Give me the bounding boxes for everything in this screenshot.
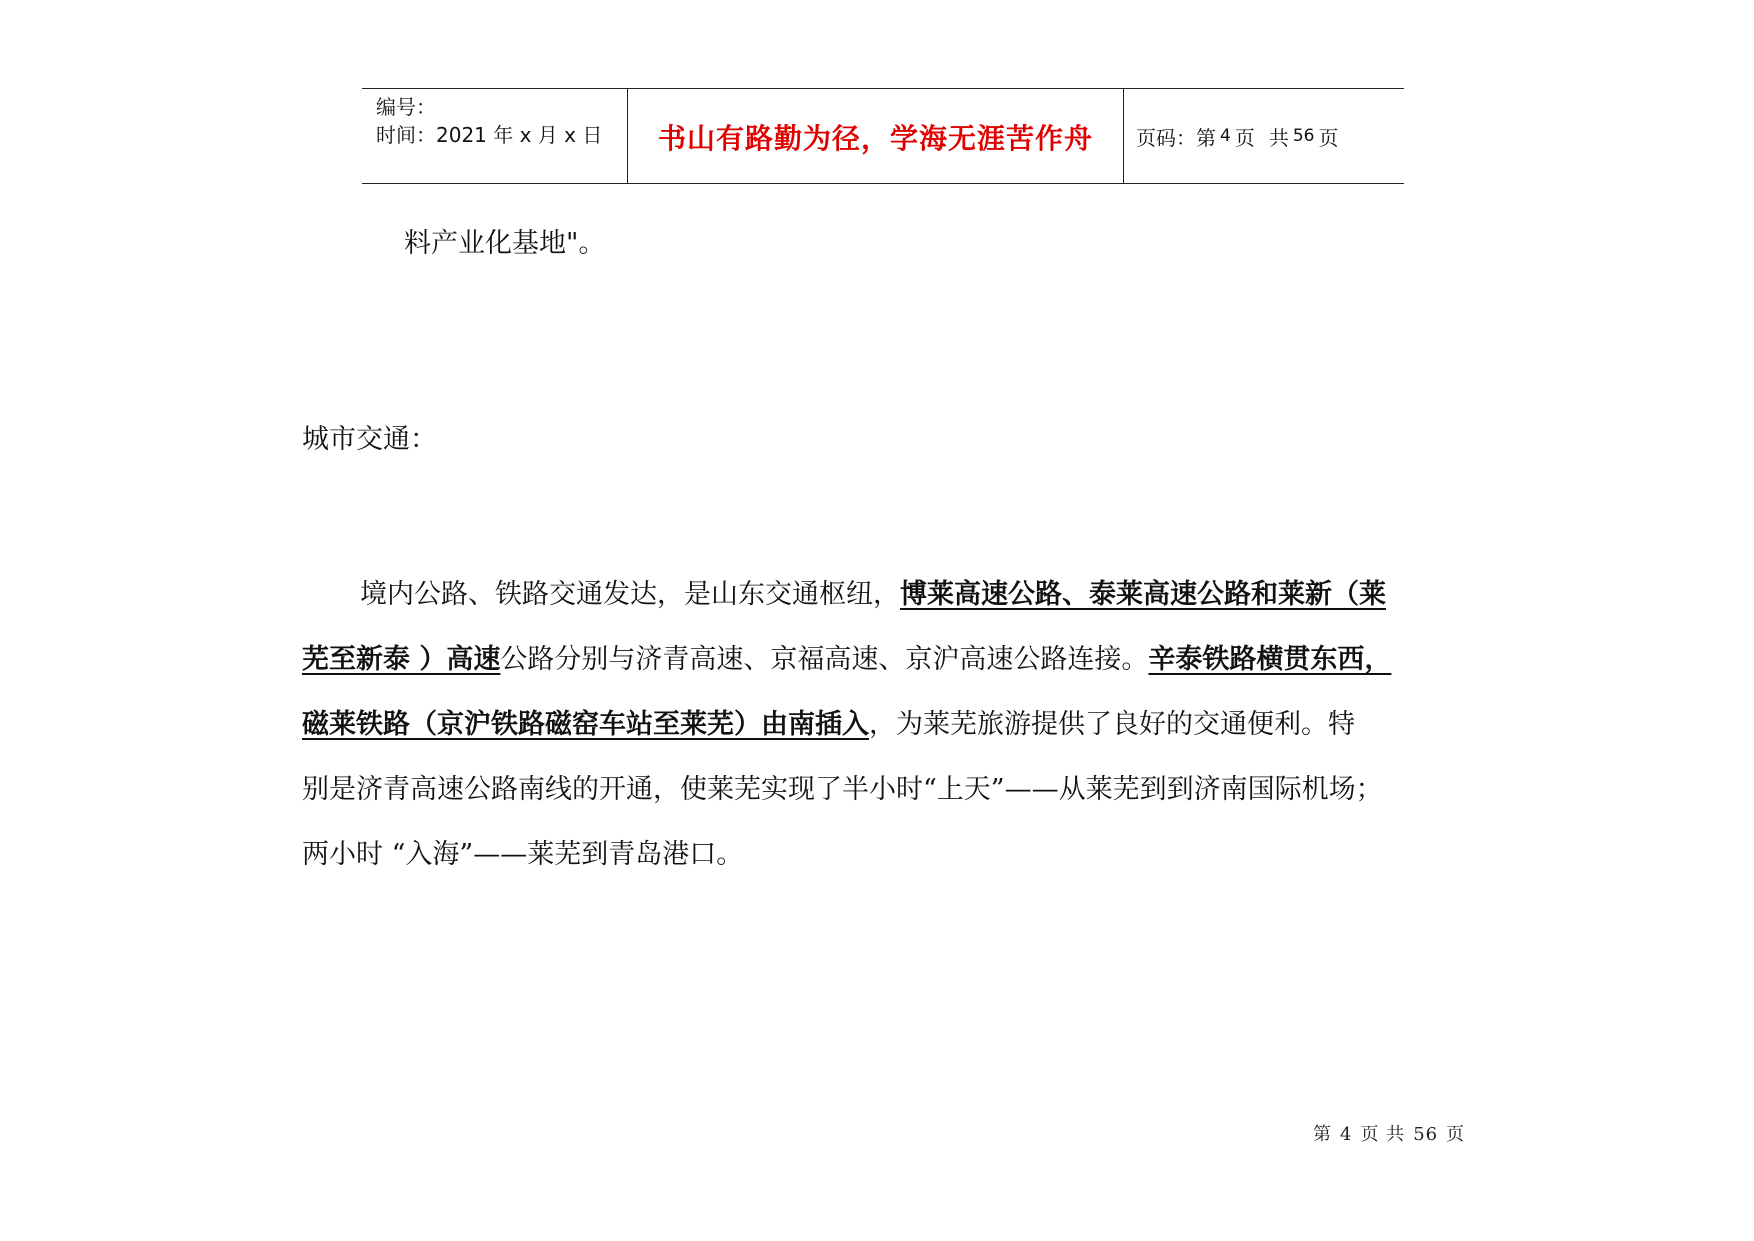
header-page-cell	[1124, 89, 1404, 183]
page-current: 4	[1220, 126, 1231, 146]
paragraph-text: ，为莱芜旅游提供了良好的交通便利。特	[869, 709, 1355, 740]
header-motto-cell	[628, 89, 1124, 183]
paragraph-line-1	[360, 575, 1386, 615]
emphasis-text: 芜至新泰 ）高速	[302, 644, 501, 675]
page-footer	[1313, 1120, 1465, 1146]
footer-current: 4	[1340, 1124, 1353, 1145]
header-table	[362, 88, 1404, 184]
footer-total: 56	[1413, 1124, 1439, 1145]
page-mid: 页	[1234, 125, 1255, 150]
paragraph-line-5: 两小时 “入海”——莱芜到青岛港口。	[302, 839, 744, 870]
emphasis-text: 辛泰铁路横贯东西，	[1148, 644, 1392, 675]
paragraph-line-2	[302, 640, 1391, 680]
paragraph-line-4: 别是济青高速公路南线的开通，使莱芜实现了半小时“上天”——从莱芜到到济南国际机场；	[302, 774, 1383, 805]
page-suffix: 页	[1318, 125, 1339, 150]
paragraph-text: 公路分别与济青高速、京福高速、京沪高速公路连接。	[500, 644, 1149, 675]
motto-text: 书山有路勤为径，学海无涯苦作舟	[657, 122, 1093, 155]
emphasis-text: 磁莱铁路（京沪铁路磁窑车站至莱芜）由南插入	[302, 709, 869, 740]
footer-suffix: 页	[1446, 1124, 1466, 1145]
number-label: 编号：	[376, 95, 436, 119]
paragraph-text: 境内公路、铁路交通发达，是山东交通枢纽，	[360, 579, 900, 610]
header-left-cell	[362, 89, 628, 183]
page-prefix: 页码：第	[1136, 125, 1216, 150]
footer-mid: 页 共	[1360, 1124, 1406, 1145]
section-heading: 城市交通：	[302, 424, 437, 455]
footer-prefix: 第	[1313, 1124, 1332, 1145]
paragraph-line-3	[302, 705, 1355, 745]
body-line-1: 料产业化基地"。	[404, 228, 606, 259]
emphasis-text: 博莱高速公路、泰莱高速公路和莱新（莱	[900, 579, 1386, 610]
page-total: 56	[1292, 126, 1315, 146]
time-label: 时间：2021 年 x 月 x 日	[376, 123, 603, 147]
page-total-prefix: 共	[1268, 125, 1289, 150]
